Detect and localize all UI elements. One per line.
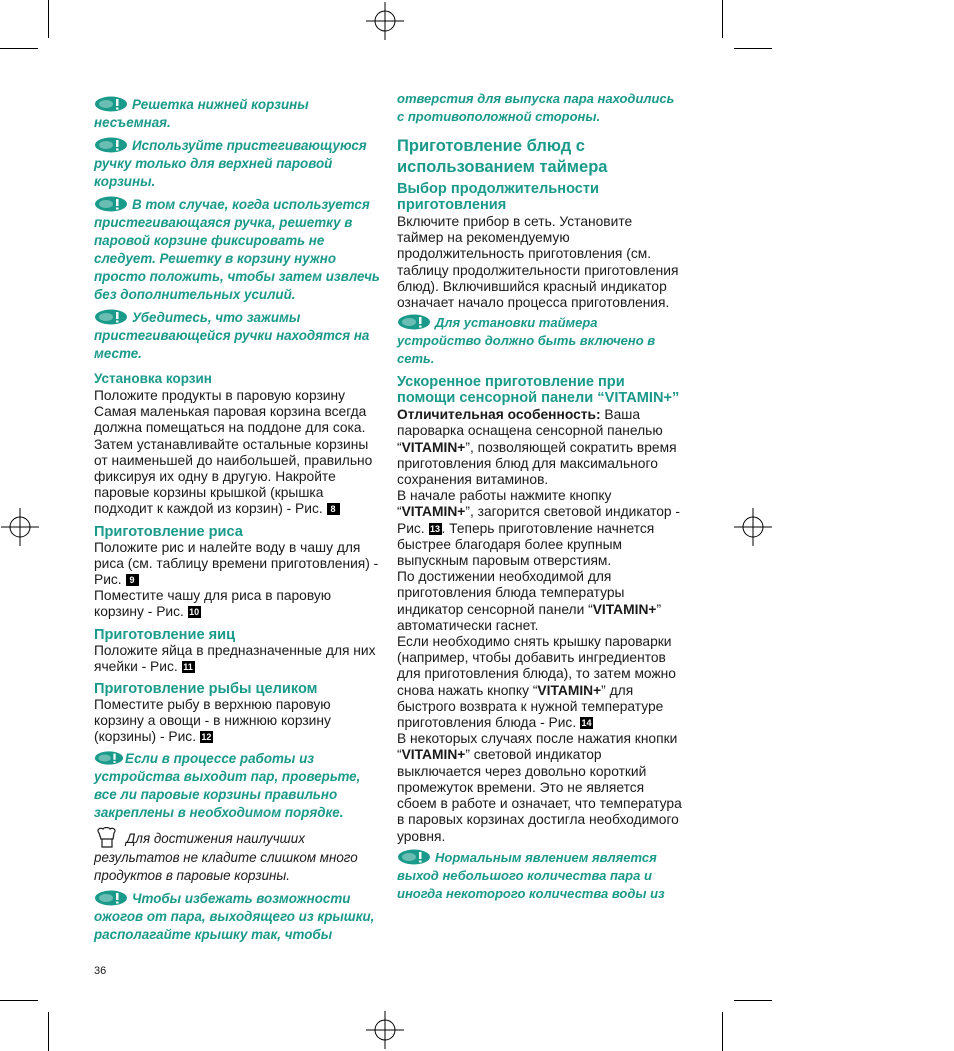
body-paragraph: Включите прибор в сеть. Установите таймер на рекомендуемую продолжительность приготовления (см. таблицу продолжительности приготовления блюд). Включившийся красный индикатор означает начало процесса приготовления. (397, 214, 679, 311)
right-column (397, 90, 682, 908)
warning-icon (94, 137, 128, 153)
tip-text: Для достижения наилучших результатов не кладите слишком много продуктов в паровые корзины. (94, 830, 358, 883)
figure-reference: 8 (327, 503, 340, 515)
crop-mark (48, 1012, 49, 1051)
section-heading: Приготовление блюд с использованием таймера (397, 137, 608, 176)
note-text: Используйте пристегивающуюся ручку только для верхней паровой корзины. (94, 138, 367, 189)
warning-note (94, 750, 382, 822)
warning-note (94, 196, 382, 304)
note-text: В том случае, когда используется пристегивающаяся ручка, решетку в паровой корзине фиксировать не следует. Решетку в корзину нужно просто положить, чтобы затем извлечь без дополнительных усилий. (94, 197, 380, 302)
warning-note (94, 309, 382, 363)
warning-icon (94, 96, 128, 112)
warning-note (94, 890, 382, 944)
registration-mark-icon (734, 508, 772, 546)
note-text: Для установки таймера устройство должно быть включено в сеть. (397, 315, 656, 367)
crop-mark (734, 48, 772, 49)
warning-note-continued: отверстия для выпуска пара находились с противоположной стороны. (397, 91, 675, 124)
body-paragraph: Положите яйца в предназначенные для них ячейки - Рис. 11 (94, 642, 376, 674)
warning-note (397, 314, 682, 368)
note-text: Если в процессе работы из устройства выходит пар, проверьте, все ли паровые корзины правильно закреплены в необходимом порядке. (94, 750, 361, 820)
registration-mark-icon (366, 1011, 404, 1049)
section-heading: Приготовление яиц (94, 626, 236, 643)
crop-mark (0, 1000, 38, 1001)
section-heading: Приготовление рыбы целиком (94, 681, 318, 698)
crop-mark (722, 1012, 723, 1051)
page-number: 36 (94, 965, 107, 977)
section-heading: Ускоренное приготовление при помощи сенсорной панели “VITAMIN+” (397, 374, 680, 407)
figure-reference: 13 (429, 523, 440, 534)
registration-mark-icon (1, 508, 39, 546)
crop-mark (734, 1000, 772, 1001)
figure-reference: 11 (183, 661, 193, 672)
crop-mark (722, 0, 723, 38)
warning-icon (397, 314, 431, 330)
figure-reference: 14 (581, 718, 592, 729)
crop-mark (0, 48, 38, 49)
section-heading: Установка корзин (94, 371, 212, 386)
figure-reference: 10 (189, 607, 200, 618)
note-text: Нормальным явлением является выход небольшого количества пара и иногда некоторого количества воды из (397, 849, 665, 901)
tip-note (94, 827, 382, 885)
warning-note (94, 96, 382, 132)
warning-note (94, 137, 382, 191)
warning-icon (94, 890, 128, 906)
figure-reference: 12 (201, 732, 212, 743)
warning-icon (397, 849, 431, 865)
subsection-heading: Выбор продолжительности приготовления (397, 181, 600, 213)
chef-hat-icon (94, 827, 122, 849)
left-column (94, 96, 382, 949)
body-paragraph: Поместите рыбу в верхнюю паровую корзину а овощи - в нижнюю корзину (корзины) - Рис. 12 (94, 697, 331, 745)
note-text: Решетка нижней корзины несъемная. (94, 97, 309, 130)
registration-mark-icon (366, 2, 404, 40)
body-paragraph: Положите рис и налейте воду в чашу для риса (см. таблицу времени приготовления) - Рис. 9 Поместите чашу для риса в паровую корзину - Рис. 10 (94, 539, 379, 620)
body-paragraph: Отличительная особенность: Ваша пароварка оснащена сенсорной панелью “VITAMIN+”, позволяющей сократить время приготовления блюд для максимального сохранения витаминов. В начале работы нажмите кнопку “VITAMIN+”, загорится световой индикатор - Рис. 13 . Теперь приготовление начнется быстрее благодаря более крупным выпускным паровым отверстиям. По достижении необходимой для приготовления блюда температуры индикатор сенсорной панели “VITAMIN+” автоматически гаснет. Если необходимо снять крышку пароварки (например, чтобы добавить ингредиентов для приготовления блюда), то затем можно снова нажать кнопку “VITAMIN+” для быстрого возврата к нужной температуре приготовления блюда - Рис. 14 В некоторых случаях после нажатия кнопки “VITAMIN+” световой индикатор выключается через довольно короткий промежуток времени. Это не является сбоем в работе и означает, что температура в паровых корзинах достигла необходимого уровня. (397, 407, 682, 844)
note-text: Убедитесь, что зажимы пристегивающейся ручки находятся на месте. (94, 310, 370, 361)
warning-note (397, 849, 682, 903)
figure-reference: 9 (126, 574, 139, 586)
warning-icon (94, 309, 128, 325)
section-heading: Приготовление риса (94, 523, 243, 540)
note-text: Чтобы избежать возможности ожогов от пара, выходящего из крышки, располагайте крышку так, чтобы (94, 890, 375, 942)
warning-icon (94, 750, 124, 766)
warning-icon (94, 196, 128, 212)
body-paragraph: Положите продукты в паровую корзину Самая маленькая паровая корзина всегда должна помещаться на поддоне для сока. Затем устанавливайте остальные корзины от наименьшей до наибольшей, правильно фиксируя их одну в другую. Накройте паровые корзины крышкой (крышка подходит к каждой из корзин) - Рис. 8 (94, 388, 373, 517)
crop-mark (48, 0, 49, 38)
